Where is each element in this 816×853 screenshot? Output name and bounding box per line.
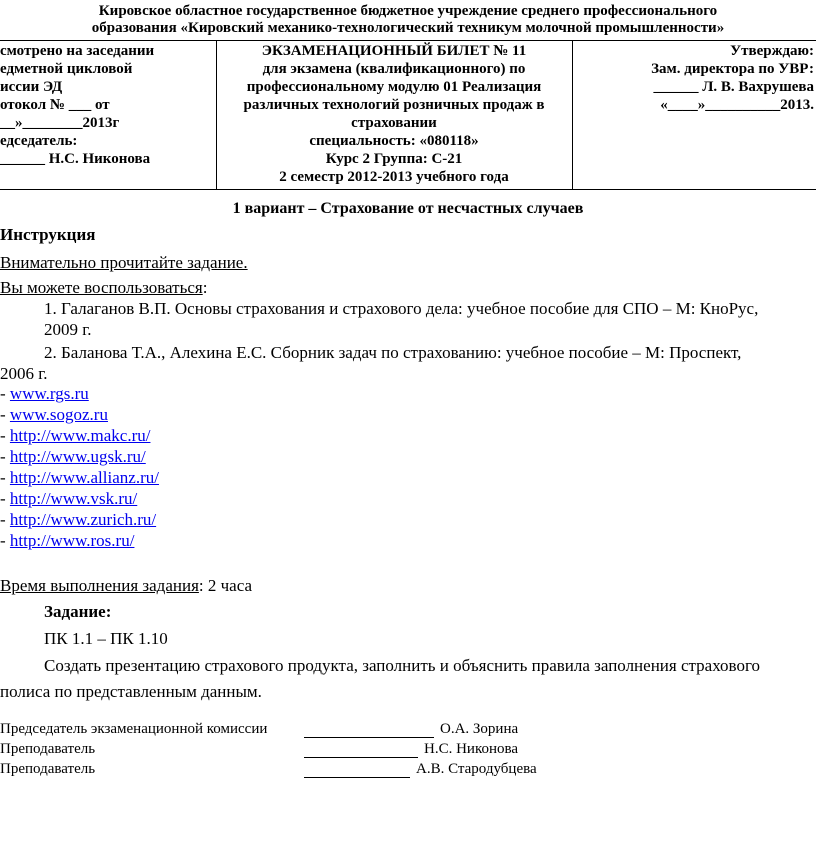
link-row [0, 487, 159, 508]
link-row [0, 529, 159, 550]
time-line [0, 574, 252, 597]
left-col-line-6: едседатель: [0, 133, 78, 149]
left-col-line-1: смотрено на заседании [0, 43, 155, 59]
link-bullet: - [0, 405, 10, 424]
table-divider-left [216, 40, 217, 190]
ticket-info-line-3: профессиональному модулю 01 Реализация [246, 79, 542, 95]
signature-teacher-1-line [304, 739, 418, 758]
task-heading: Задание: [44, 602, 112, 621]
signature-teacher-2-name: А.В. Стародубцева [416, 761, 537, 777]
link-bullet: - [0, 447, 10, 466]
org-header [0, 3, 816, 37]
time-value: : 2 часа [198, 576, 253, 595]
right-col-line-1: Утверждаю: [730, 43, 814, 59]
reference-link[interactable]: www.rgs.ru [9, 384, 89, 403]
left-col-line-3: иссии ЭД [0, 79, 63, 95]
table-top-border [0, 40, 816, 41]
ticket-info-column [218, 42, 570, 186]
link-bullet: - [0, 531, 10, 550]
table-bottom-border [0, 189, 816, 190]
left-col-line-2: едметной цикловой [0, 61, 133, 77]
ticket-info-line-8: 2 семестр 2012-2013 учебного года [279, 169, 509, 185]
link-row [0, 466, 159, 487]
link-bullet: - [0, 384, 10, 403]
reference-link[interactable]: http://www.makc.ru/ [9, 426, 151, 445]
signature-teacher-1-role: Преподаватель [0, 741, 96, 757]
reference-1-line-2: 2009 г. [44, 320, 92, 339]
reference-link[interactable]: http://www.ugsk.ru/ [9, 447, 146, 466]
ticket-info-line-5: страховании [351, 115, 437, 131]
read-carefully-text: Внимательно прочитайте задание. [0, 253, 248, 272]
ticket-info-line-1: ЭКЗАМЕНАЦИОННЫЙ БИЛЕТ № 11 [261, 43, 527, 59]
link-bullet: - [0, 510, 10, 529]
you-may-use-text: Вы можете воспользоваться [0, 278, 203, 297]
reference-2-line-2: 2006 г. [0, 364, 48, 383]
right-col-line-3: ______ Л. В. Вахрушева [653, 79, 814, 95]
task-text-line-2: полиса по представленным данным. [0, 682, 262, 701]
reference-1-line-1: 1. Галаганов В.П. Основы страхования и страхового дела: учебное пособие для СПО – М: КноРус, [44, 299, 759, 318]
link-row [0, 445, 159, 466]
reference-link[interactable]: http://www.allianz.ru/ [9, 468, 159, 487]
approval-right-column [574, 42, 814, 114]
you-may-use-line [0, 276, 207, 299]
left-col-line-4: отокол № ___ от [0, 97, 110, 113]
signature-teacher-2-role: Преподаватель [0, 761, 96, 777]
link-bullet: - [0, 426, 10, 445]
org-line-1: Кировское областное государственное бюджетное учреждение среднего профессионального [98, 3, 718, 19]
reference-link[interactable]: http://www.ros.ru/ [9, 531, 135, 550]
you-may-use-colon: : [202, 278, 208, 297]
approval-left-column [0, 42, 214, 168]
right-col-line-2: Зам. директора по УВР: [651, 61, 814, 77]
instruction-heading: Инструкция [0, 225, 96, 244]
signature-teacher-1-name: Н.С. Никонова [424, 741, 519, 757]
right-col-line-4: «____»__________2013. [660, 97, 814, 113]
link-row [0, 508, 159, 529]
links-list [0, 382, 159, 550]
link-row [0, 424, 159, 445]
ticket-info-line-6: специальность: «080118» [309, 133, 479, 149]
org-line-2: образования «Кировский механико-технологический техникум молочной промышленности» [91, 20, 725, 36]
reference-link[interactable]: http://www.zurich.ru/ [9, 510, 157, 529]
ticket-info-line-7: Курс 2 Группа: С-21 [325, 151, 463, 167]
ticket-info-line-2: для экзамена (квалификационного) по [262, 61, 526, 77]
left-col-line-5: __»________2013г [0, 115, 120, 131]
left-col-line-7: ______ Н.С. Никонова [0, 151, 151, 167]
task-text-line-1: Создать презентацию страхового продукта, заполнить и объяснить правила заполнения страхового [44, 656, 761, 675]
signature-teacher-2-line [304, 759, 410, 778]
link-row [0, 403, 159, 424]
signature-chair-line [304, 719, 434, 738]
link-bullet: - [0, 468, 10, 487]
link-row [0, 382, 159, 403]
signature-chair-name: О.А. Зорина [440, 721, 519, 737]
competencies-text: ПК 1.1 – ПК 1.10 [44, 629, 168, 648]
variant-title: 1 вариант – Страхование от несчастных случаев [232, 200, 584, 217]
reference-link[interactable]: http://www.vsk.ru/ [9, 489, 138, 508]
time-label: Время выполнения задания [0, 576, 199, 595]
signature-chair-role: Председатель экзаменационной комиссии [0, 721, 268, 737]
table-divider-right [572, 40, 573, 190]
ticket-info-line-4: различных технологий розничных продаж в [243, 97, 545, 113]
link-bullet: - [0, 489, 10, 508]
reference-2-line-1: 2. Баланова Т.А., Алехина Е.С. Сборник задач по страхованию: учебное пособие – М: Проспект, [44, 343, 742, 362]
reference-link[interactable]: www.sogoz.ru [9, 405, 108, 424]
